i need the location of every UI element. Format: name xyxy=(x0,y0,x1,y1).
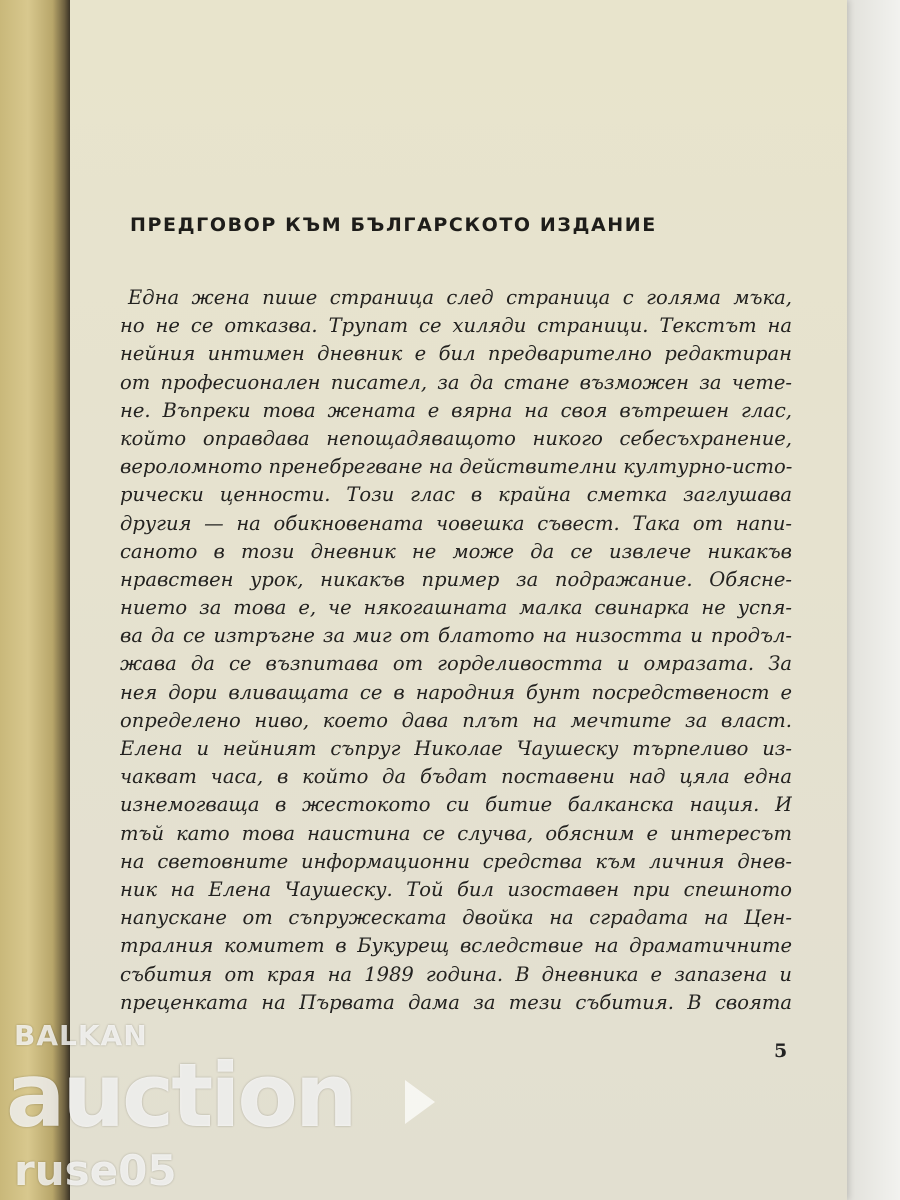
text-line: саното в този дневник не може да се извлече никакъв xyxy=(120,539,792,563)
body-text xyxy=(120,284,792,1017)
text-line: ва да се изтръгне за миг от блатото на низостта и продъл- xyxy=(120,624,792,648)
text-line: преценката на Първата дама за тези събития. В своята xyxy=(120,990,792,1014)
text-line: събития от края на 1989 година. В дневника е запазена и xyxy=(120,962,792,986)
text-line: Елена и нейният съпруг Николае Чаушеску търпеливо из- xyxy=(120,737,792,760)
text-line: тралния комитет в Букурещ вследствие на драматичните xyxy=(120,934,792,958)
text-line: вероломното пренебрегване на действителни културно-исто- xyxy=(120,455,792,479)
text-line: който оправдава непощадяващото никого себесъхранение, xyxy=(120,426,792,450)
text-line: нравствен урок, никакъв пример за подражание. Обясне- xyxy=(120,567,792,591)
text-line: нейния интимен дневник е бил предварително редактиран xyxy=(120,342,792,366)
text-line: от професионален писател, за да стане възможен за чете- xyxy=(120,370,792,394)
text-line: Една жена пише страница след страница с голяма мъка, xyxy=(128,286,792,309)
text-line: изнемогваща в жестокото си битие балканска нация. И xyxy=(120,793,792,817)
watermark-seller: ruse05 xyxy=(14,1146,177,1195)
chapter-title: ПРЕДГОВОР КЪМ БЪЛГАРСКОТО ИЗДАНИЕ xyxy=(130,214,657,236)
watermark-auction: auction xyxy=(6,1044,355,1147)
text-line: не. Въпреки това жената е вярна на своя вътрешен глас, xyxy=(120,398,792,422)
page-number: 5 xyxy=(774,1040,788,1062)
text-line: нея дори вливащата се в народния бунт посредственост е xyxy=(120,680,792,704)
text-line: нието за това е, че някогашната малка свинарка не успя- xyxy=(120,596,792,620)
text-line: напускане от съпружеската двойка на сградата на Цен- xyxy=(120,906,792,930)
text-line: рически ценности. Този глас в крайна сметка заглушава xyxy=(120,483,792,507)
text-line: ник на Елена Чаушеску. Той бил изоставен при спешното xyxy=(120,877,792,901)
watermark-balkan: BALKAN xyxy=(14,1019,148,1052)
text-line: но не се отказва. Трупат се хиляди страници. Текстът на xyxy=(120,314,792,338)
text-line: жава да се възпитава от горделивостта и омразата. За xyxy=(120,652,792,676)
text-line: на световните информационни средства към личния днев- xyxy=(120,849,792,873)
text-line: чакват часа, в който да бъдат поставени над цяла една xyxy=(120,765,792,789)
text-line: тъй като това наистина се случва, обясним е интересът xyxy=(120,821,792,845)
text-line: определено ниво, което дава плът на мечтите за власт. xyxy=(120,708,792,732)
text-line: другия — на обикновената човешка съвест. Така от напи- xyxy=(120,511,792,535)
watermark-arrow-icon xyxy=(405,1080,435,1124)
